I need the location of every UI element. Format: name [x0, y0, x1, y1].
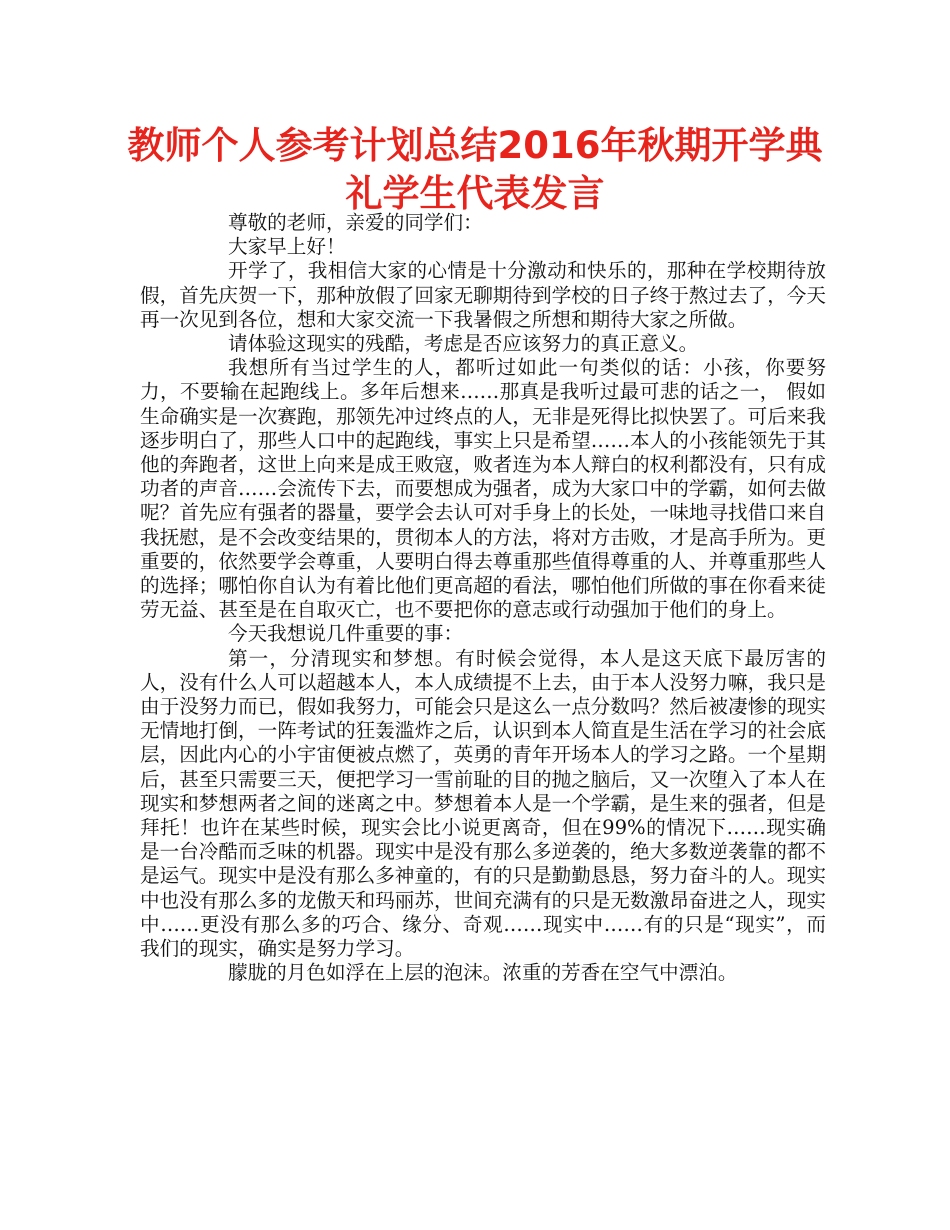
- morning-paragraph: 大家早上好！: [228, 235, 346, 259]
- greeting-paragraph: 尊敬的老师，亲爱的同学们：: [228, 211, 483, 234]
- body-paragraph: 开学了，我相信大家的心情是十分激动和快乐的，那种在学校期待放假，首先庆贺一下，那种放假了回家无聊期待到学校的日子终于熬过去了，今天再一次见到各位，想和大家交流一下我暑假之所想和期待大家之所做。: [140, 259, 826, 331]
- document-title: 教师个人参考计划总结2016年秋期开学典礼学生代表发言: [127, 124, 823, 215]
- document-body: [140, 211, 826, 986]
- body-paragraph: 今天我想说几件重要的事：: [228, 622, 464, 646]
- body-paragraph: 请体验这现实的残酷，考虑是否应该努力的真正意义。: [228, 332, 699, 356]
- body-paragraph: 我想所有当过学生的人，都听过如此一句类似的话：小孩，你要努力，不要输在起跑线上。多年后想来……那真是我听过最可悲的话之一， 假如生命确实是一次赛跑，那领先冲过终点的人，无非是死得比拟快罢了。可后来我逐步明白了，那些人口中的起跑线，事实上只是希望……本人的小孩能领先于其他的奔跑者，这世上向来是成王败寇，败者连为本人辩白的权利都没有，只有成功者的声音……会流传下去，而要想成为强者，成为大家口中的学霸，如何去做呢？首先应有强者的器量，要学会去认可对手身上的长处，一味地寻找借口来自我抚慰，是不会改变结果的，贯彻本人的方法，将对方击败，才是高手所为。更重要的，依然要学会尊重，人要明白得去尊重那些值得尊重的人、并尊重那些人的选择；哪怕你自认为有着比他们更高超的看法，哪怕他们所做的事在你看来徒劳无益、甚至是在自取灭亡，也不要把你的意志或行动强加于他们的身上。: [140, 356, 826, 622]
- body-paragraph: 第一，分清现实和梦想。有时候会觉得，本人是这天底下最厉害的人，没有什么人可以超越本人，本人成绩提不上去，由于本人没努力嘛，我只是由于没努力而已，假如我努力，可能会只是这么一点分数吗？然后被凄惨的现实无情地打倒，一阵考试的狂轰滥炸之后，认识到本人简直是生活在学习的社会底层，因此内心的小宇宙便被点燃了，英勇的青年开场本人的学习之路。一个星期后，甚至只需要三天，便把学习一雪前耻的目的抛之脑后，又一次堕入了本人在现实和梦想两者之间的迷离之中。梦想着本人是一个学霸，是生来的强者，但是拜托！也许在某些时候，现实会比小说更离奇，但在99%的情况下……现实确是一台冷酷而乏味的机器。现实中是没有那么多逆袭的，绝大多数逆袭靠的都不是运气。现实中是没有那么多神童的，有的只是勤勤恳恳，努力奋斗的人。现实中也没有那么多的龙傲天和玛丽苏，世间充满有的只是无数激昂奋进之人，现实中……更没有那么多的巧合、缘分、奇观……现实中……有的只是“现实”，而我们的现实，确实是努力学习。: [140, 646, 826, 961]
- body-paragraph: 朦胧的月色如浮在上层的泡沫。浓重的芳香在空气中漂泊。: [228, 961, 738, 985]
